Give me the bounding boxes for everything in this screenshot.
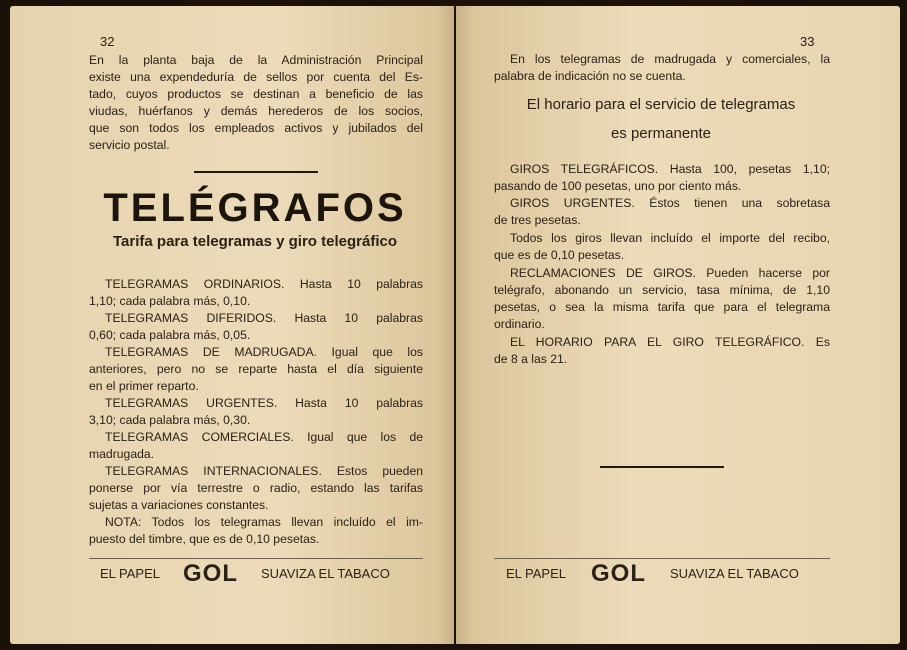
body-line: de tres pesetas.: [494, 213, 581, 227]
footer-right-text: SUAVIZA EL TABACO: [670, 566, 799, 581]
body-line: TELEGRAMAS INTERNACIONALES. Estos pueden: [105, 464, 423, 478]
body-line: TELEGRAMAS URGENTES. Hasta 10 palabras: [105, 396, 423, 410]
body-line: TELEGRAMAS ORDINARIOS. Hasta 10 palabras: [105, 277, 423, 291]
footer-left-text: EL PAPEL: [506, 566, 566, 581]
intro-line: En los telegramas de madrugada y comerciales, la: [510, 52, 830, 66]
body-line: que es de 0,10 pesetas.: [494, 248, 625, 262]
intro-line: tado, cuyos productos se destinan a beneficio de las: [89, 87, 423, 101]
intro-line: existe una expendeduría de sellos por cuenta del Es-: [89, 70, 423, 84]
body-line: de 8 a las 21.: [494, 352, 568, 366]
body-line: GIROS TELEGRÁFICOS. Hasta 100, pesetas 1,10;: [510, 162, 830, 176]
body-line: NOTA: Todos los telegramas llevan incluído el im-: [105, 515, 423, 529]
body-line: EL HORARIO PARA EL GIRO TELEGRÁFICO. Es: [510, 335, 830, 349]
body-line: GIROS URGENTES. Éstos tienen una sobretasa: [510, 196, 830, 210]
divider-rule: [600, 466, 724, 468]
body-line: sujetas a variaciones constantes.: [89, 498, 269, 512]
right-page: [456, 6, 900, 644]
body-line: 0,60; cada palabra más, 0,05.: [89, 328, 251, 342]
footer-rule: [494, 558, 830, 559]
body-line: ordinario.: [494, 317, 545, 331]
footer-right-text: SUAVIZA EL TABACO: [261, 566, 390, 581]
footer-rule: [89, 558, 423, 559]
intro-line: palabra de indicación no se cuenta.: [494, 69, 686, 83]
body-line: madrugada.: [89, 447, 155, 461]
body-line: anteriores, pero no se reparte hasta el día siguiente: [89, 362, 423, 376]
page-title: TELÉGRAFOS: [103, 186, 407, 230]
intro-line: que son todos los empleados activos y jubilados del: [89, 121, 423, 135]
body-line: puesto del timbre, que es de 0,10 pesetas.: [89, 532, 320, 546]
body-line: 1,10; cada palabra más, 0,10.: [89, 294, 251, 308]
body-line: 3,10; cada palabra más, 0,30.: [89, 413, 251, 427]
page-subtitle: Tarifa para telegramas y giro telegráfico: [113, 233, 397, 250]
body-line: Todos los giros llevan incluído el importe del recibo,: [510, 231, 830, 245]
intro-line: En la planta baja de la Administración Principal: [89, 53, 423, 67]
page-number: 33: [800, 34, 815, 49]
divider-rule: [194, 171, 318, 173]
body-line: telégrafo, abonando un servicio, tasa mínima, de 1,10: [494, 283, 830, 297]
body-line: ponerse por vía terrestre o radio, estando las tarifas: [89, 481, 423, 495]
body-line: TELEGRAMAS DE MADRUGADA. Igual que los: [105, 345, 423, 359]
body-line: pesetas, o sea la misma tarifa que para el telegrama: [494, 300, 830, 314]
body-line: en el primer reparto.: [89, 379, 199, 393]
body-line: pasando de 100 pesetas, uno por ciento más.: [494, 179, 742, 193]
schedule-heading: es permanente: [610, 125, 712, 142]
footer-brand: GOL: [591, 560, 646, 587]
body-line: RECLAMACIONES DE GIROS. Pueden hacerse por: [510, 266, 830, 280]
footer-left-text: EL PAPEL: [100, 566, 160, 581]
intro-line: servicio postal.: [89, 138, 170, 152]
body-line: TELEGRAMAS DIFERIDOS. Hasta 10 palabras: [105, 311, 423, 325]
left-page: [10, 6, 454, 644]
schedule-heading: El horario para el servicio de telegramas: [526, 96, 796, 113]
page-number: 32: [100, 34, 115, 49]
body-line: TELEGRAMAS COMERCIALES. Igual que los de: [105, 430, 423, 444]
footer-brand: GOL: [183, 560, 238, 587]
intro-line: viudas, huérfanos y demás herederos de los socios,: [89, 104, 423, 118]
